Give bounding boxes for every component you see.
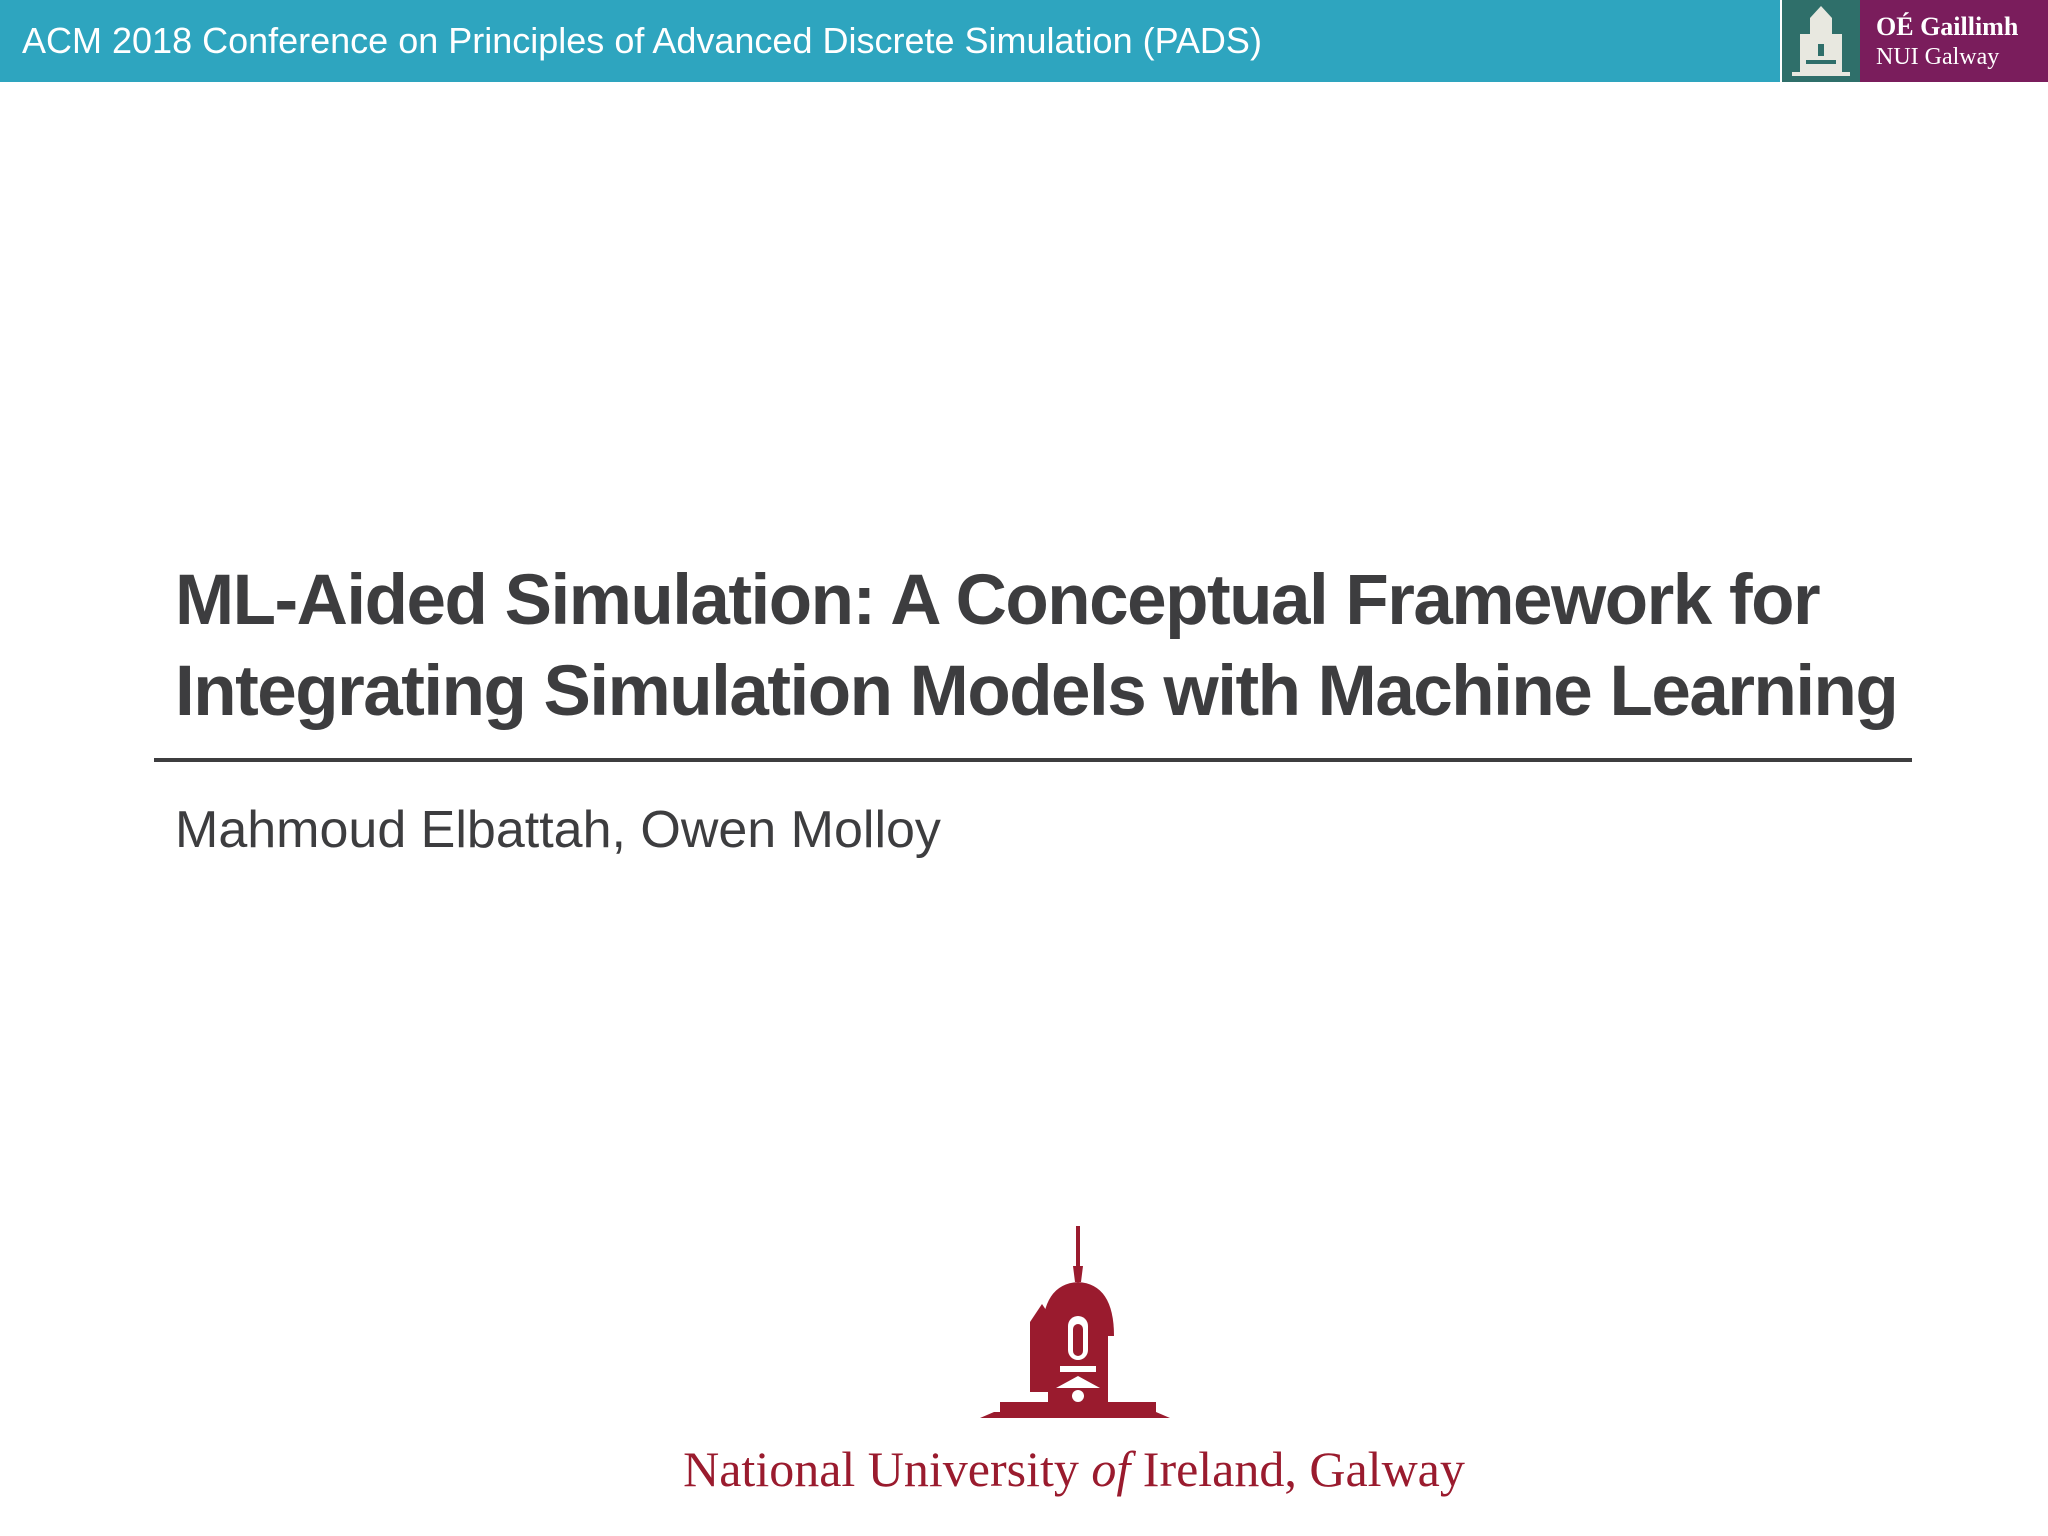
university-name-part1: National University [683, 1441, 1092, 1497]
conference-title: ACM 2018 Conference on Principles of Advanced Discrete Simulation (PADS) [22, 20, 1262, 61]
title-line-2: Integrating Simulation Models with Machine Learning [175, 652, 1898, 731]
authors: Mahmoud Elbattah, Owen Molloy [175, 801, 941, 859]
university-name [0, 1440, 2048, 1498]
presentation-title [175, 555, 1935, 737]
university-name-of: of [1091, 1441, 1131, 1497]
header-bar [0, 0, 2048, 82]
title-line-1: ML-Aided Simulation: A Conceptual Framework for [175, 561, 1820, 640]
title-divider [154, 758, 1912, 762]
nui-galway-header-logo [1860, 0, 2048, 82]
univ-english-name: NUI Galway [1876, 44, 2000, 70]
university-name-part2: Ireland, Galway [1130, 1441, 1465, 1497]
university-crest-icon [960, 1226, 1190, 1451]
quadrangle-crest-icon [1780, 0, 1862, 82]
univ-irish-name: OÉ Gaillimh [1876, 12, 2019, 41]
